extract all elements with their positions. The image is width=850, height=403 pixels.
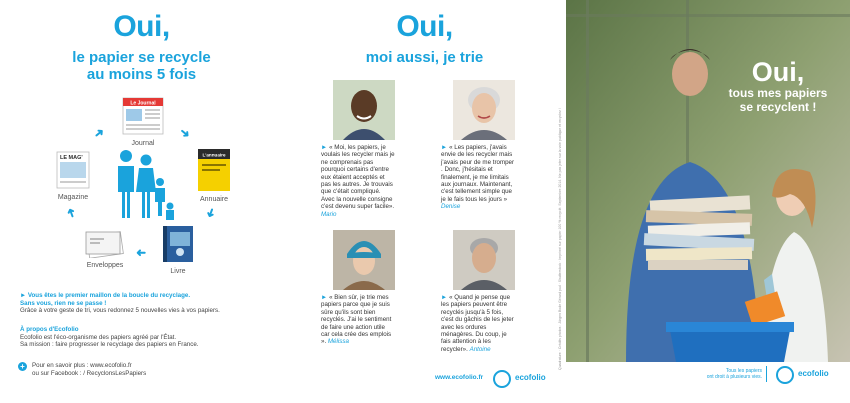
ecofolio-logo-text: ecofolio — [515, 373, 546, 382]
book-icon — [160, 224, 196, 264]
portrait-mario — [333, 80, 395, 140]
senior-man-portrait-image — [453, 230, 515, 290]
ecofolio-logo-icon — [493, 370, 511, 388]
quote-antoine — [441, 294, 515, 353]
newspaper-icon — [120, 96, 166, 136]
quote-text: « Quand je pense que les papiers peuvent être recyclés jusqu'à 5 fois, c'est du gâchis de les jeter avec les ordures ménagères. Du coup, je fais attention à les recycler». — [441, 294, 514, 353]
about-body-1: Ecofolio est l'éco-organisme des papiers agréé par l'État. — [20, 333, 177, 341]
magazine-cover-title: LE MAG' — [60, 155, 83, 161]
directory-book-icon — [196, 148, 232, 192]
quote-text: « Les papiers, j'avais envie de les recycler mais j'avais peur de me tromper . Donc, j'hésitais et finalement, je me limitais aux journaux. Maintenant, c'est tellement simple que je le fais tous les jours » — [441, 144, 515, 203]
cycle-livre-label: Livre — [170, 268, 186, 275]
chain-title-2: Sans vous, rien ne se passe ! — [20, 299, 107, 307]
cover-panel — [566, 0, 850, 403]
cycle-arrow-icon: ➜ — [136, 246, 147, 260]
about-block — [20, 326, 265, 349]
quote-arrow-icon: ► — [321, 144, 328, 151]
ecofolio-logo-text: ecofolio — [798, 369, 829, 378]
quote-author: Antoine — [469, 345, 491, 353]
portrait-denise — [453, 80, 515, 140]
portrait-melissa — [333, 230, 395, 290]
cycle-annuaire-label: Annuaire — [199, 196, 229, 203]
woman-portrait-image — [453, 80, 515, 140]
bullet-arrow-icon: ► — [20, 292, 28, 299]
left-subtitle-line2: au moins 5 fois — [86, 66, 197, 83]
quote-author: Denise — [441, 203, 461, 211]
website-link[interactable]: www.ecofolio.fr — [435, 374, 484, 381]
middle-title: Oui, — [396, 10, 453, 43]
chain-block — [20, 292, 265, 315]
cover-title: Oui, — [751, 57, 805, 87]
man-portrait-image — [333, 80, 395, 140]
quote-author: Mario — [321, 210, 337, 218]
cycle-enveloppes-label: Enveloppes — [86, 262, 124, 269]
more-info-2[interactable]: ou sur Facebook : / RecyclonsLesPapiers — [32, 369, 147, 377]
chain-body: Grâce à votre geste de tri, vous redonnez 5 nouvelles vies à vos papiers. — [20, 307, 220, 315]
quote-melissa — [321, 294, 395, 346]
more-info-1[interactable]: Pour en savoir plus : www.ecofolio.fr — [32, 362, 132, 369]
left-subtitle-line1: le papier se recycle — [72, 49, 211, 66]
journal-cover-title: Le Journal — [130, 100, 156, 107]
cycle-annuaire — [192, 148, 236, 203]
more-info-block — [20, 362, 265, 377]
quote-denise — [441, 144, 515, 211]
cover-title-block — [718, 58, 838, 114]
tagline-divider — [766, 366, 767, 382]
cycle-arrow-icon: ➜ — [176, 124, 194, 142]
middle-subtitle: moi aussi, je trie — [365, 49, 484, 66]
cycle-arrow-icon: ➜ — [202, 205, 220, 221]
left-title: Oui, — [113, 10, 170, 43]
cover-tagline — [704, 368, 762, 380]
tagline-line1: Tous les papiers — [725, 368, 762, 374]
about-body-2: Sa mission : faire progresser le recyclage des papiers en France. — [20, 341, 199, 349]
portrait-antoine — [453, 230, 515, 290]
cycle-journal — [120, 96, 166, 147]
cover-subtitle-2: se recyclent ! — [739, 100, 817, 114]
chain-title-1: Vous êtes le premier maillon de la boucle du recyclage. — [27, 292, 191, 299]
cycle-arrow-icon: ➜ — [62, 205, 80, 221]
left-subtitle — [0, 49, 283, 83]
cycle-arrow-icon: ➜ — [90, 124, 108, 142]
tagline-line2: ont droit à plusieurs vies. — [706, 374, 762, 380]
cycle-journal-label: Journal — [131, 140, 155, 147]
cycle-magazine — [52, 150, 94, 201]
about-title: À propos d'Ecofolio — [20, 326, 79, 333]
girl-portrait-image — [333, 230, 395, 290]
middle-panel — [283, 0, 566, 403]
magazine-icon — [54, 150, 92, 190]
ecofolio-logo-icon — [776, 366, 794, 384]
left-panel — [0, 0, 283, 403]
cycle-magazine-label: Magazine — [57, 194, 89, 201]
envelope-icon — [84, 228, 126, 258]
cycle-enveloppes — [80, 228, 130, 269]
quote-text: « Moi, les papiers, je voulais les recycler mais je ne comprenais pas pourquoi certains d'entre eux étaient acceptés et pas les autres. Je trouvais que c'était compliqué. Avec la nouvelle consigne c'est devenu super facile». — [321, 144, 395, 211]
quote-arrow-icon: ► — [441, 294, 448, 301]
quote-arrow-icon: ► — [441, 144, 448, 151]
quote-mario — [321, 144, 395, 218]
imprint-text: Quadrature · Crédits photos : Jürgen Bode Gérard pxd · Shutterstock · Imprimé sur papier 100 % recyclé. Septembre 2014. Ne pas jeter sur la voie publique et recyclez ! — [558, 108, 562, 370]
quote-arrow-icon: ► — [321, 294, 328, 301]
plus-circle-icon: + — [18, 362, 27, 371]
annuaire-cover-title: L'annuaire — [202, 152, 226, 158]
quote-text: « Bien sûr, je trie mes papiers parce que je suis sûre qu'ils sont bien recyclés. J'ai le sentiment de faire une action utile car cela crée des emplois ». — [321, 294, 392, 346]
cycle-livre — [156, 224, 200, 275]
cover-subtitle-1: tous mes papiers — [728, 86, 828, 100]
quote-author: Mélissa — [327, 338, 349, 346]
family-illustration — [102, 146, 180, 222]
